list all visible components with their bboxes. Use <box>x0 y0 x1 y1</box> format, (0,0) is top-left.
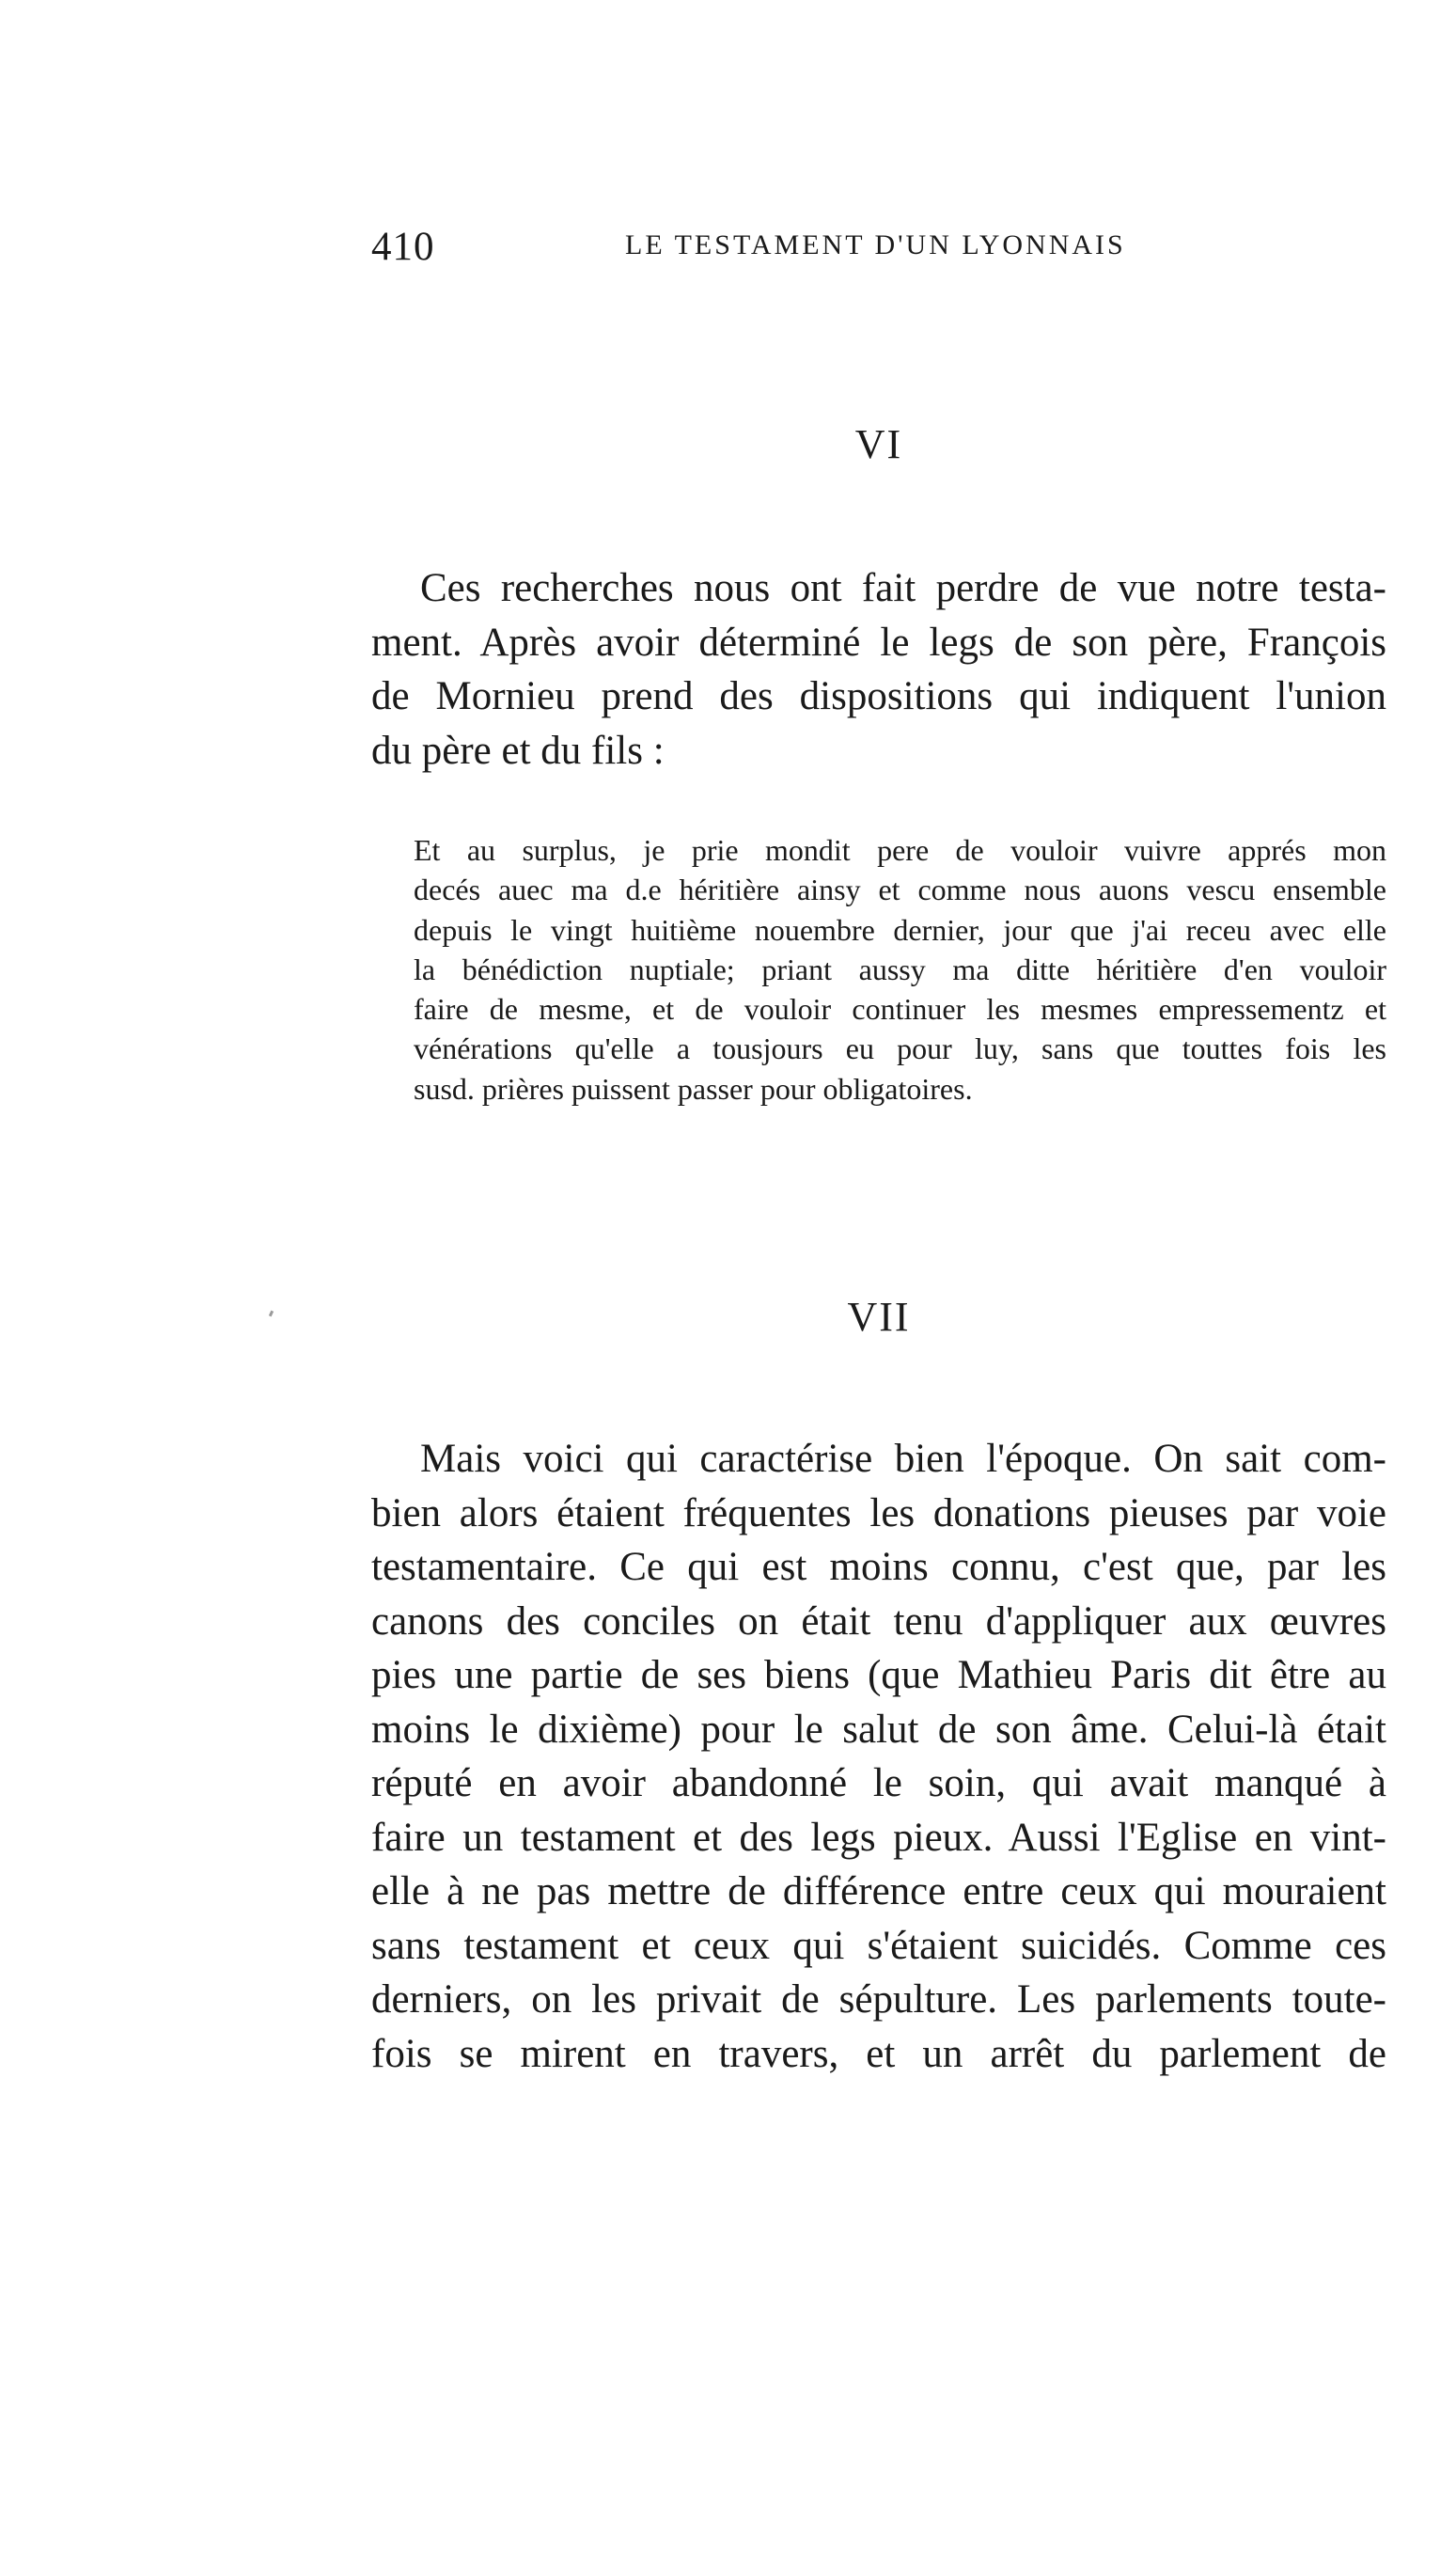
paragraph-line: elle à ne pas mettre de différence entre ceux qui mouraient <box>371 1869 1386 1913</box>
section-vi-paragraph <box>371 561 1386 778</box>
paragraph-line: testamentaire. Ce qui est moins connu, c'est que, par les <box>371 1545 1386 1589</box>
quote-line: depuis le vingt huitième nouembre dernier, jour que j'ai receu avec elle <box>414 912 1386 947</box>
paper-speck <box>269 1311 274 1317</box>
paragraph-line: canons des conciles on était tenu d'appliquer aux œuvres <box>371 1598 1386 1644</box>
section-heading-vi: VI <box>854 421 903 467</box>
section-heading-vii: VII <box>847 1294 911 1340</box>
paragraph-line: pies une partie de ses biens (que Mathieu Paris dit être au <box>371 1653 1386 1697</box>
paragraph-line: fois se mirent en travers, et un arrêt du parlement de <box>371 2031 1386 2076</box>
paragraph-line: de Mornieu prend des dispositions qui indiquent l'union <box>371 674 1386 718</box>
quote-line: faire de mesme, et de vouloir continuer les mesmes empressementz et <box>414 992 1386 1027</box>
section-vii-paragraph <box>371 1432 1386 2081</box>
paragraph-line: Ces recherches nous ont fait perdre de vue notre testa- <box>420 566 1386 610</box>
paragraph-line: réputé en avoir abandonné le soin, qui avait manqué à <box>371 1761 1386 1805</box>
quote-line: decés auec ma d.e héritière ainsy et comme nous auons vescu ensemble <box>414 873 1386 907</box>
paragraph-line: sans testament et ceux qui s'étaient suicidés. Comme ces <box>371 1923 1386 1968</box>
paragraph-line: bien alors étaient fréquentes les donations pieuses par voie <box>371 1490 1386 1535</box>
paragraph-line: du père et du fils : <box>371 728 665 773</box>
paragraph-line: faire un testament et des legs pieux. Aussi l'Eglise en vint- <box>371 1815 1386 1860</box>
quote-line: Et au surplus, je prie mondit pere de vouloir vuivre apprés mon <box>414 833 1386 867</box>
quote-line: susd. prières puissent passer pour obligatoires. <box>414 1071 973 1106</box>
page-number: 410 <box>371 225 435 269</box>
running-head <box>371 224 1386 280</box>
paragraph-line: Mais voici qui caractérise bien l'époque. On sait com- <box>420 1437 1386 1481</box>
testament-quote <box>414 830 1386 1109</box>
paragraph-line: derniers, on les privait de sépulture. Les parlements toute- <box>371 1977 1386 2022</box>
running-title: LE TESTAMENT D'UN LYONNAIS <box>625 229 1126 260</box>
paragraph-line: ment. Après avoir déterminé le legs de son père, François <box>371 620 1386 665</box>
paragraph-line: moins le dixième) pour le salut de son âme. Celui-là était <box>371 1707 1386 1752</box>
quote-line: la bénédiction nuptiale; priant aussy ma ditte héritière d'en vouloir <box>414 952 1386 986</box>
quote-line: vénérations qu'elle a tousjours eu pour luy, sans que touttes fois les <box>414 1031 1386 1066</box>
